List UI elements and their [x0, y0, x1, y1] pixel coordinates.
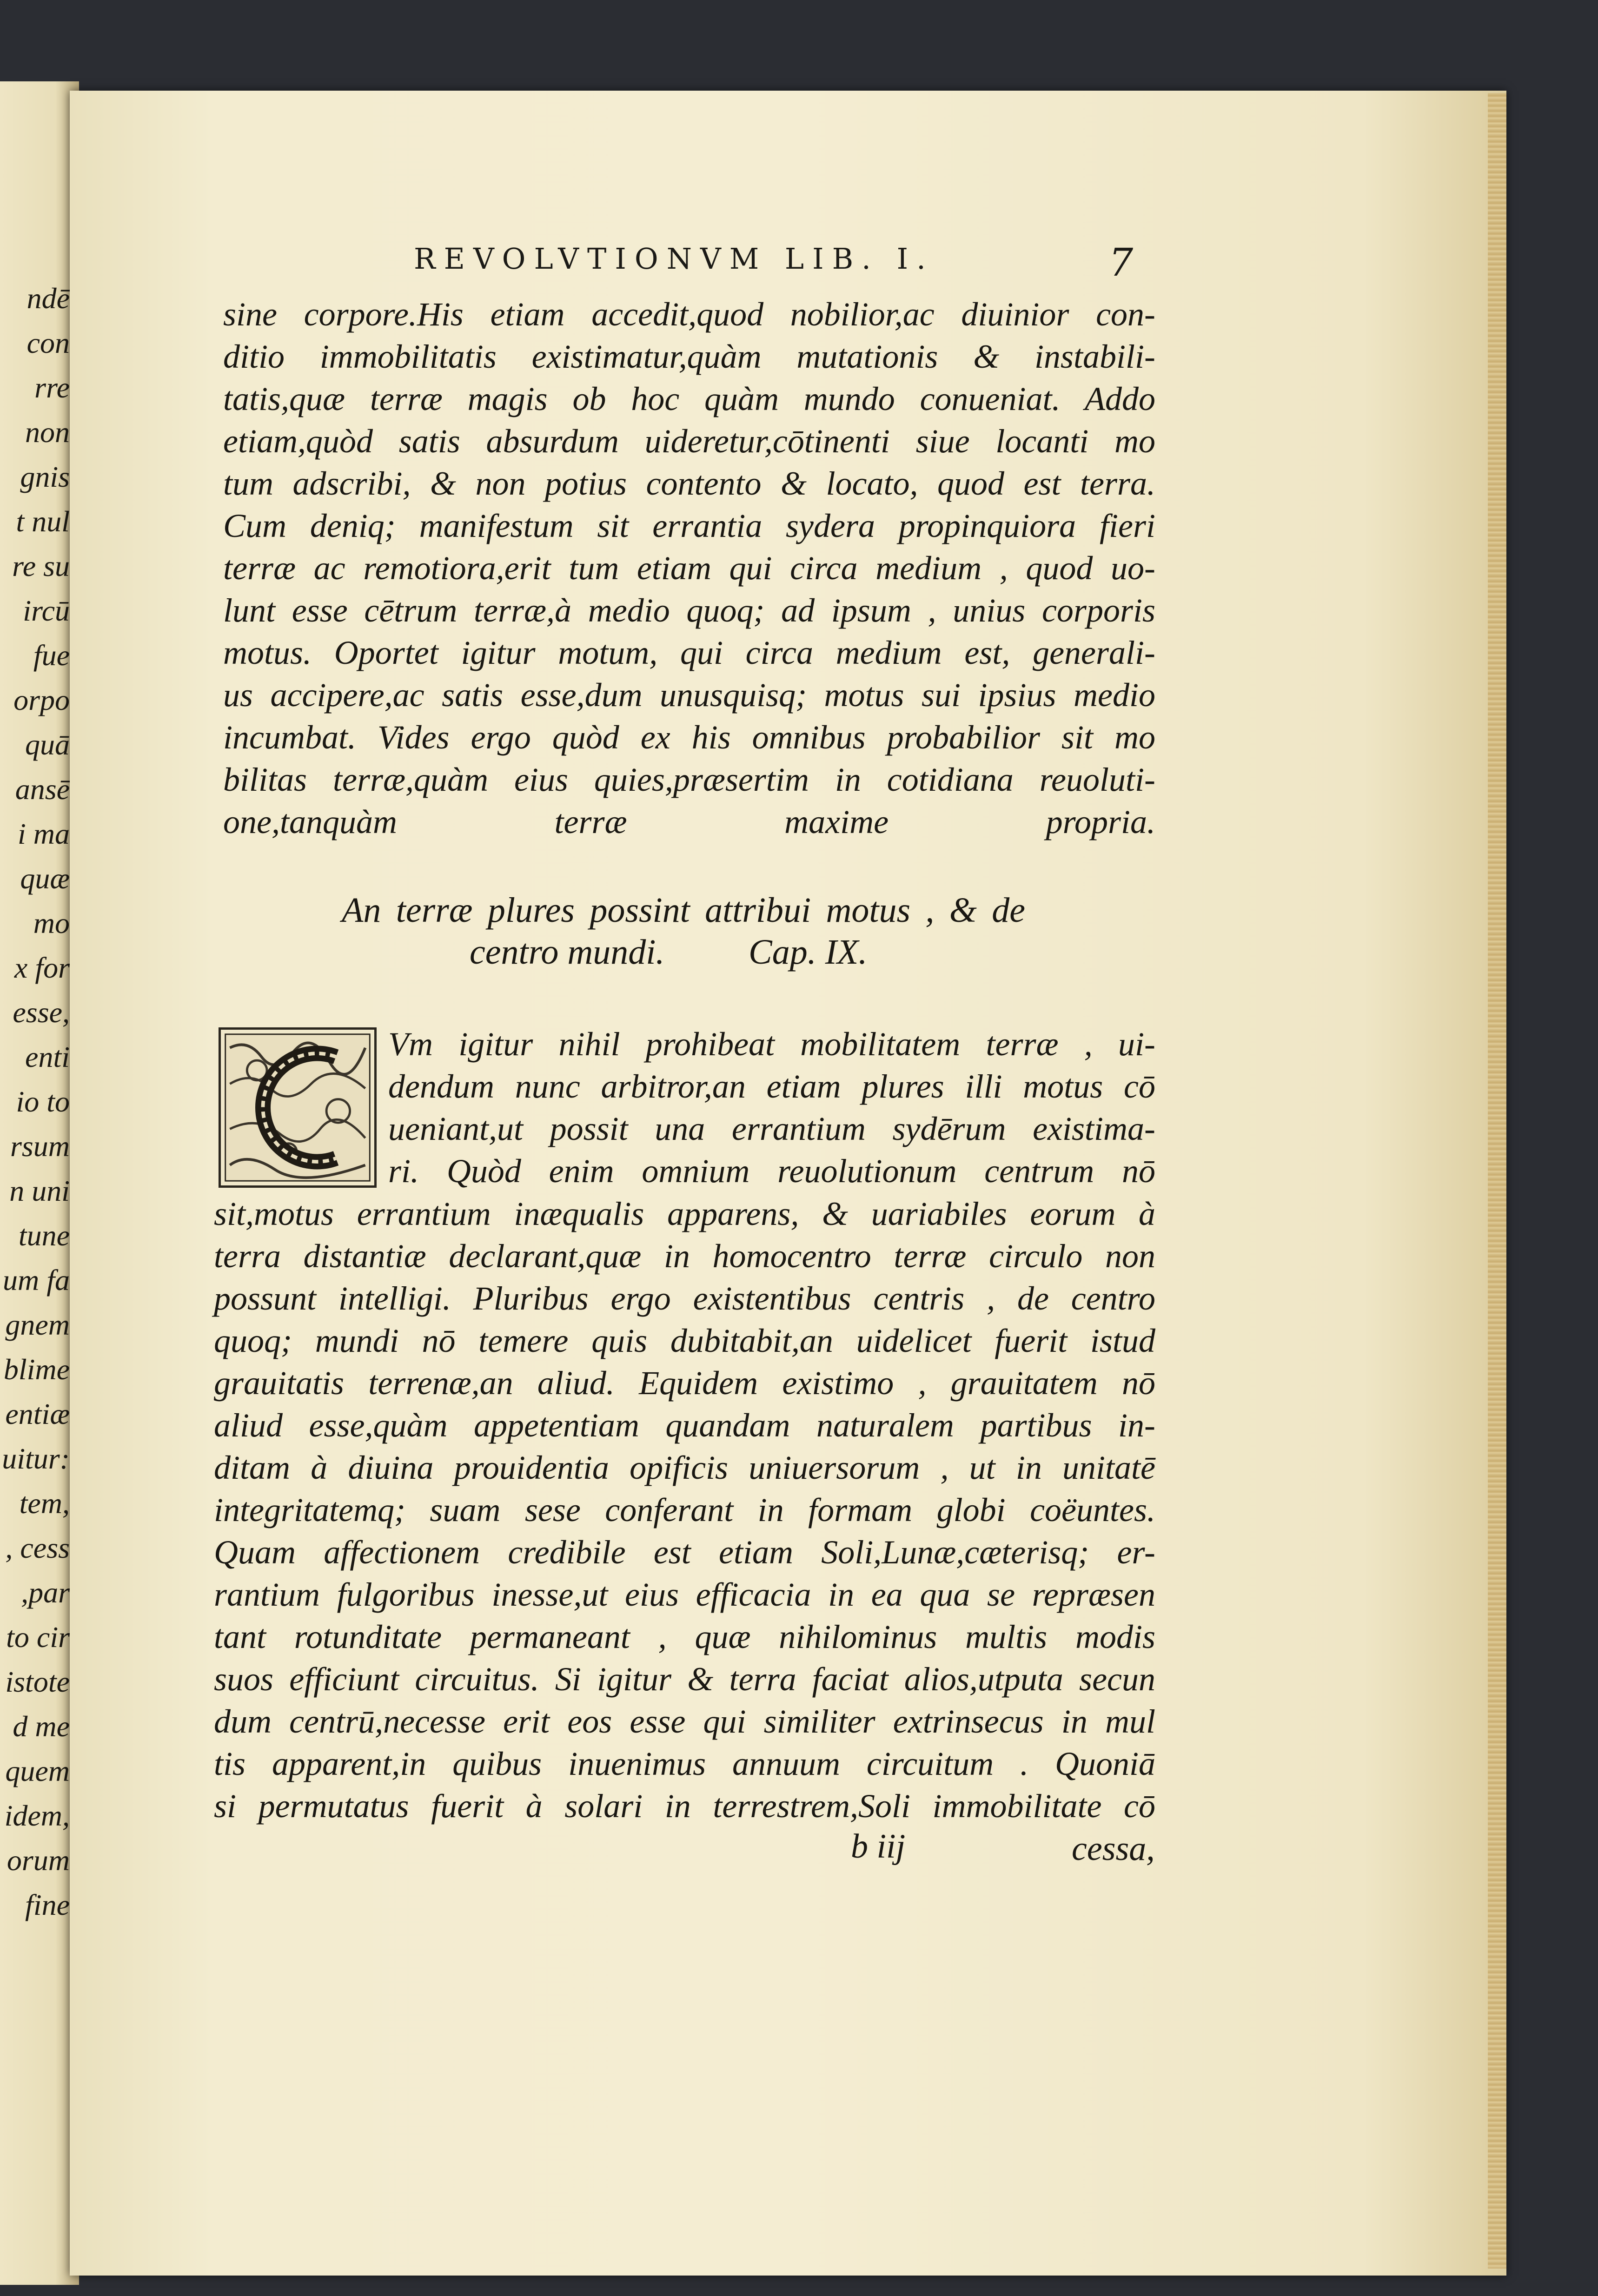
left-page-fragment: fine — [25, 1888, 70, 1921]
text-line: Vm igitur nihil prohibeat mobilitatem terræ , ui- — [388, 1026, 1155, 1063]
left-page-fragment: n uni — [9, 1174, 70, 1207]
left-page-fragment: i ma — [18, 817, 70, 850]
text-line: bilitas terræ,quàm eius quies,præsertim in cotidiana reuoluti- — [223, 761, 1155, 798]
left-page-fragment: orpo — [13, 683, 70, 716]
text-line: ditam à diuina prouidentia opificis uniuersorum , ut in unitatē — [214, 1449, 1155, 1486]
text-line: suos efficiunt circuitus. Si igitur & terra faciat alios,utputa secun — [214, 1661, 1155, 1698]
left-page-fragment: io to — [16, 1085, 70, 1118]
text-line: incumbat. Vides ergo quòd ex his omnibus probabilior sit mo — [223, 719, 1155, 756]
left-page-fragment: , cess — [5, 1531, 70, 1564]
text-line: terræ ac remotiora,erit tum etiam qui circa medium , quod uo- — [223, 549, 1155, 587]
text-line: ueniant,ut possit una errantium sydērum existima- — [388, 1110, 1155, 1147]
text-line: terra distantiæ declarant,quæ in homocentro terræ circulo non — [214, 1237, 1155, 1275]
text-line: motus. Oportet igitur motum, qui circa medium est, generali- — [223, 634, 1155, 671]
text-line: tis apparent,in quibus inuenimus annuum circuitum . Quoniā — [214, 1745, 1155, 1782]
text-line: tum adscribi, & non potius contento & locato, quod est terra. — [223, 465, 1155, 502]
text-line: dendum nunc arbitror,an etiam plures illi motus cō — [388, 1068, 1155, 1105]
text-line: possunt intelligi. Pluribus ergo existentibus centris , de centro — [214, 1280, 1155, 1317]
left-page-fragment: tune — [18, 1219, 70, 1252]
left-page-fragment: to cir — [6, 1621, 70, 1654]
text-line: quoq; mundi nō temere quis dubitabit,an uidelicet fuerit istud — [214, 1322, 1155, 1359]
ornament-icon — [221, 1030, 374, 1185]
left-facing-page — [0, 81, 79, 2285]
left-page-fragment: rsum — [10, 1130, 70, 1163]
text-line: lunt esse cētrum terræ,à medio quoq; ad ipsum , unius corporis — [223, 592, 1155, 629]
left-page-fragment: orum — [7, 1844, 70, 1877]
text-line: etiam,quòd satis absurdum uideretur,cōtinenti siue locanti mo — [223, 423, 1155, 460]
text-line: grauitatis terrenæ,an aliud. Equidem existimo , grauitatem nō — [214, 1364, 1155, 1402]
signature-mark: b iij — [851, 1827, 906, 1866]
chapter-heading-line-1: An terræ plures possint attribui motus , & de — [342, 891, 1025, 930]
running-title: REVOLVTIONVM LIB. I. — [414, 242, 934, 276]
left-page-fragment: blime — [3, 1353, 70, 1386]
left-page-fragment: ndē — [27, 282, 70, 315]
left-page-fragment: ircū — [23, 594, 70, 627]
text-line: Cum deniq; manifestum sit errantia sydera propinquiora fieri — [223, 507, 1155, 544]
left-page-fragment: tem, — [19, 1487, 70, 1520]
left-page-fragment: con — [27, 326, 70, 359]
text-line: tant rotunditate permaneant , quæ nihilominus multis modis — [214, 1618, 1155, 1655]
text-line: si permutatus fuerit à solari in terrestrem,Soli immobilitate cō — [214, 1787, 1155, 1825]
left-page-fragment: ansē — [15, 773, 70, 806]
page-edge — [1488, 93, 1506, 2269]
left-page-fragment: mo — [33, 906, 70, 940]
left-page-fragment: re su — [12, 549, 70, 582]
catchword: cessa, — [1072, 1830, 1155, 1868]
text-line: aliud esse,quàm appetentiam quandam naturalem partibus in- — [214, 1407, 1155, 1444]
text-line: ditio immobilitatis existimatur,quàm mutationis & instabili- — [223, 338, 1155, 375]
left-page-fragment: uitur: — [2, 1442, 70, 1475]
left-page-fragment: quā — [25, 728, 70, 761]
left-page-fragment: x for — [14, 951, 70, 984]
left-page-fragment: non — [25, 416, 70, 449]
left-page-fragment: um fa — [3, 1264, 70, 1297]
text-line: Quam affectionem credibile est etiam Soli,Lunæ,cæterisq; er- — [214, 1534, 1155, 1571]
left-page-fragment: entiæ — [5, 1397, 70, 1430]
left-page-fragment: esse, — [13, 996, 70, 1029]
text-line: dum centrū,necesse erit eos esse qui similiter extrinsecus in mul — [214, 1703, 1155, 1740]
left-page-fragment: istote — [5, 1665, 70, 1698]
left-page-fragment: t nul — [16, 505, 70, 538]
decorated-initial-c — [219, 1027, 377, 1188]
left-page-fragment: gnem — [5, 1308, 70, 1341]
left-page-fragment: d me — [13, 1710, 70, 1743]
left-page-fragment: idem, — [4, 1799, 70, 1832]
left-page-fragment: enti — [25, 1040, 70, 1073]
left-page-fragment: gnis — [20, 460, 70, 493]
text-line: sit,motus errantium inæqualis apparens, & uariabiles eorum à — [214, 1195, 1155, 1232]
chapter-heading-line-2-left: centro mundi. — [470, 933, 665, 972]
left-page-fragment: fue — [33, 639, 70, 672]
left-page-fragment: quæ — [20, 862, 70, 895]
text-line: us accipere,ac satis esse,dum unusquisq; motus sui ipsius medio — [223, 676, 1155, 714]
text-line: rantium fulgoribus inesse,ut eius efficacia in ea qua se repræsen — [214, 1576, 1155, 1613]
text-line: tatis,quæ terræ magis ob hoc quàm mundo conueniat. Addo — [223, 380, 1155, 417]
text-line: sine corpore.His etiam accedit,quod nobilior,ac diuinior con- — [223, 296, 1155, 333]
left-page-fragment: ,par — [21, 1576, 70, 1609]
chapter-heading-line-2-right: Cap. IX. — [749, 933, 868, 972]
folio-number: 7 — [1109, 241, 1134, 285]
text-line: integritatemq; suam sese conferant in formam globi coëuntes. — [214, 1491, 1155, 1528]
left-page-fragment: rre — [34, 371, 70, 404]
text-line: ri. Quòd enim omnium reuolutionum centrum nō — [388, 1152, 1155, 1190]
text-line: one,tanquàm terræ maxime propria. — [223, 803, 1155, 840]
left-page-fragment: quem — [5, 1754, 70, 1787]
